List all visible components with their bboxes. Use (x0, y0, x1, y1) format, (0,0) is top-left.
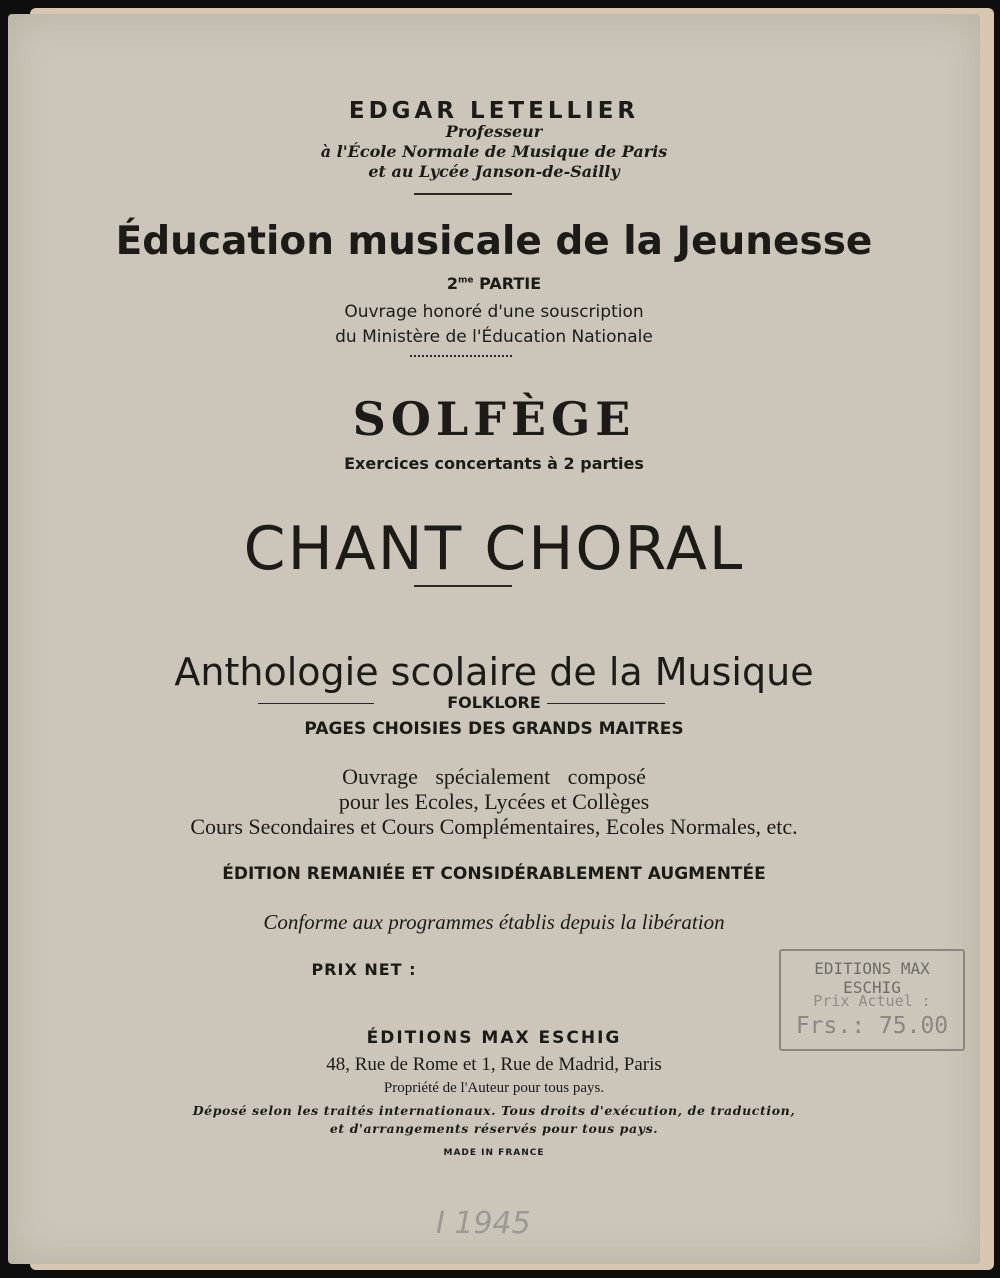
purpose-line-3: Cours Secondaires et Cours Complémentaires, Ecoles Normales, etc. (190, 814, 798, 839)
conforme-line: Conforme aux programmes établis depuis la libération (263, 910, 725, 934)
part-number: 2 (446, 274, 459, 293)
divider (410, 355, 512, 357)
author-name: EDGAR LETELLIER (348, 98, 640, 124)
publisher: ÉDITIONS MAX ESCHIG (366, 1028, 622, 1048)
solfege-subtitle: Exercices concertants à 2 parties (344, 454, 644, 473)
part-suffix: me (458, 275, 474, 286)
divider-right (547, 703, 665, 704)
author-title: Professeur (445, 122, 543, 141)
author-lycee: et au Lycée Janson-de-Sailly (368, 162, 620, 181)
honor-line-1: Ouvrage honoré d'une souscription (344, 302, 644, 322)
price-stamp (779, 949, 965, 1051)
part-word: PARTIE (479, 274, 542, 293)
pencil-annotation: I 1945 (436, 1206, 531, 1241)
series-title: Éducation musicale de la Jeunesse (115, 219, 873, 264)
honor-line-2: du Ministère de l'Éducation Nationale (335, 327, 653, 347)
stamp-label: Prix Actuel : (813, 992, 931, 1010)
purpose-line-1: Ouvrage spécialement composé (342, 764, 646, 789)
chant-choral-title: CHANT CHORAL (243, 514, 745, 584)
edition-note: ÉDITION REMANIÉE ET CONSIDÉRABLEMENT AUGMENTÉE (222, 864, 766, 884)
stamp-price: Frs.: 75.00 (795, 1013, 949, 1039)
purpose-line-2: pour les Ecoles, Lycées et Collèges (338, 789, 650, 814)
propriete-line: Propriété de l'Auteur pour tous pays. (383, 1080, 605, 1096)
stamp-publisher: EDITIONS MAX ESCHIG (814, 959, 930, 997)
made-in-france: MADE IN FRANCE (443, 1148, 545, 1158)
rights-line-1: Déposé selon les traités internationaux. Tous droits d'exécution, de traduction, (192, 1103, 796, 1118)
divider (414, 193, 512, 195)
author-school: à l'École Normale de Musique de Paris (320, 142, 668, 161)
publisher-address: 48, Rue de Rome et 1, Rue de Madrid, Paris (326, 1054, 662, 1075)
anthology-title: Anthologie scolaire de la Musique (174, 650, 814, 694)
divider (414, 585, 512, 587)
solfege-title: SOLFÈGE (352, 392, 636, 446)
part-label (8, 274, 980, 293)
prix-net: PRIX NET : (311, 960, 417, 979)
rights-line-2: et d'arrangements réservés pour tous pays. (329, 1121, 659, 1136)
folklore-label: FOLKLORE (447, 693, 541, 712)
pages-choisies: PAGES CHOISIES DES GRANDS MAITRES (304, 719, 684, 739)
book-cover (8, 14, 980, 1264)
